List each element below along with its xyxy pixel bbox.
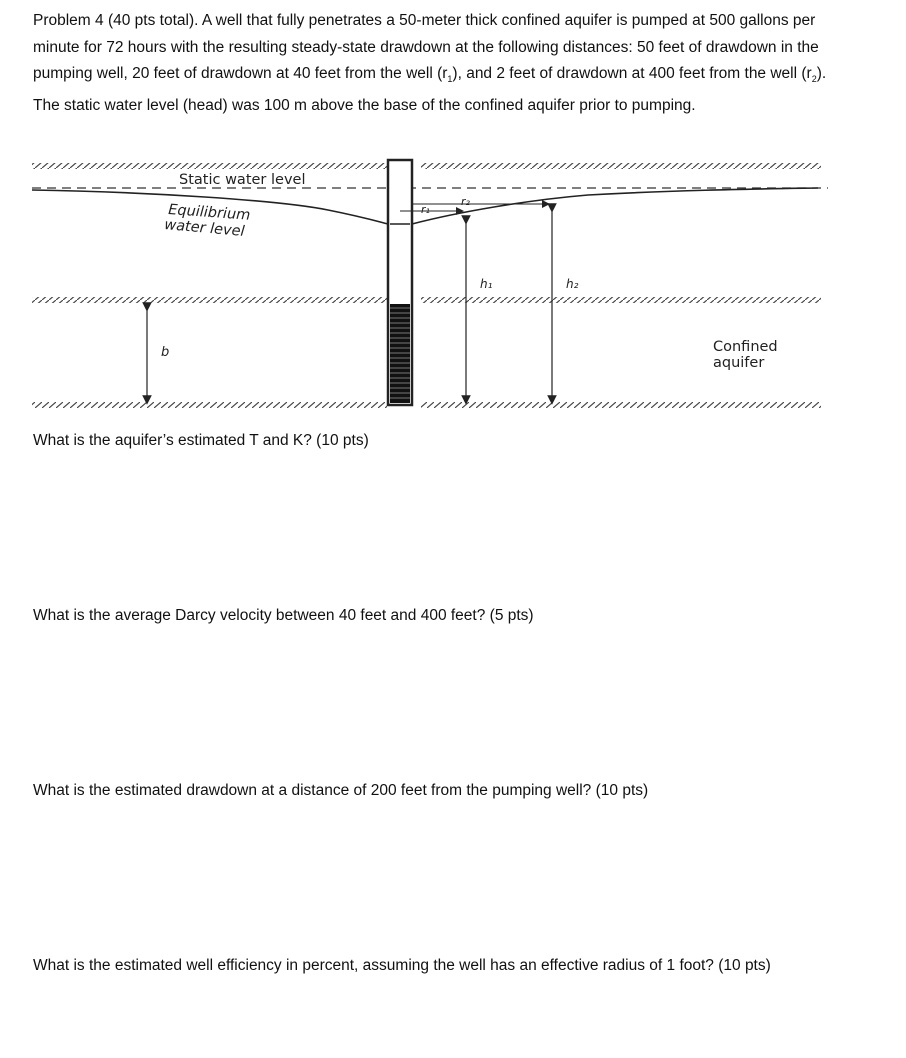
problem-statement: Problem 4 (40 pts total). A well that fully penetrates a 50-meter thick confined aquifer is pumped at 500 gallons per minute for 72 hours with the resulting steady-state drawdown at the following distances: 50 feet of drawdown in the pumping well, 20 feet of drawdown at 40 feet from the well $(r_1)$, and 2 feet of drawdown at 400 feet from the well $(r_2)$. The static water level (head) was 100 m above the base of the confined aquifer prior to pumping.	[33, 12, 827, 114]
lower-confining-layer-right	[421, 402, 821, 408]
h2-label: h₂	[566, 277, 579, 291]
confined-aquifer-label-1: Confined	[713, 339, 778, 355]
h1-label: h₁	[480, 277, 493, 291]
upper-confining-layer-right	[421, 297, 821, 303]
well-aquifer-diagram	[28, 150, 828, 415]
question-2: What is the average Darcy velocity between 40 feet and 400 feet? (5 pts)	[33, 607, 534, 624]
static-water-level-label: Static water level	[179, 172, 306, 188]
r1-label: r₁	[421, 203, 430, 216]
question-3: What is the estimated drawdown at a distance of 200 feet from the pumping well? (10 pts)	[33, 782, 649, 799]
equilibrium-label-2: water level	[163, 217, 246, 240]
r2-label: r₂	[461, 195, 470, 208]
ground-surface-right	[421, 163, 821, 169]
question-1: What is the aquifer’s estimated T and K? (10 pts)	[33, 432, 369, 449]
lower-confining-layer	[32, 402, 387, 408]
question-4: What is the estimated well efficiency in percent, assuming the well has an effective radius of 1 foot? (10 pts)	[33, 957, 771, 974]
ground-surface	[32, 163, 387, 169]
confined-aquifer-label-2: aquifer	[713, 355, 765, 371]
b-label: b	[161, 345, 170, 360]
equilibrium-label-1: Equilibrium	[167, 202, 251, 224]
equilibrium-water-level-curve-right	[412, 188, 818, 224]
well-screen	[390, 304, 410, 403]
upper-confining-layer	[32, 297, 387, 303]
